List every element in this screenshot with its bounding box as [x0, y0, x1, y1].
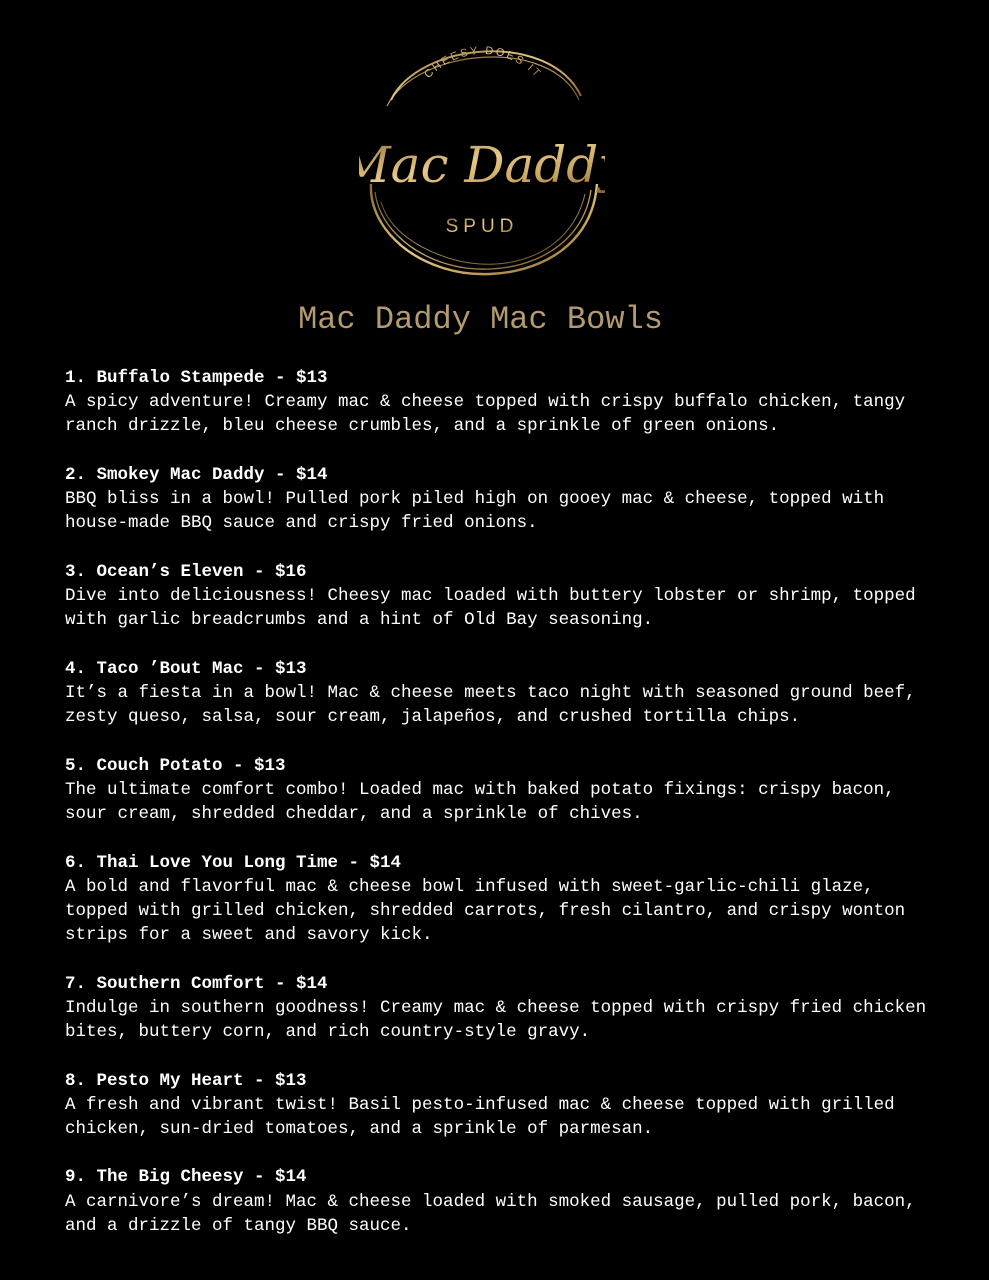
svg-text:CHEESY DOES IT [422, 45, 544, 81]
menu-item-heading: 6. Thai Love You Long Time - $14 [65, 852, 402, 873]
logo-sub-text: SPUD [445, 216, 519, 237]
menu-item-heading: 8. Pesto My Heart - $13 [65, 1070, 307, 1091]
menu-item [65, 851, 965, 948]
menu-item-heading: 9. The Big Cheesy - $14 [65, 1167, 307, 1188]
menu-item [65, 1069, 965, 1142]
menu-item-description: Dive into deliciousness! Cheesy mac loaded with buttery lobster or shrimp, topped [65, 586, 916, 607]
menu-item-description: A bold and flavorful mac & cheese bowl infused with sweet-garlic-chili glaze, [65, 876, 874, 897]
menu-item-description: and a drizzle of tangy BBQ sauce. [65, 1215, 412, 1236]
menu-item-description: It’s a fiesta in a bowl! Mac & cheese meets taco night with seasoned ground beef, [65, 682, 916, 703]
menu-item-heading: 1. Buffalo Stampede - $13 [65, 368, 328, 388]
menu-item-description: sour cream, shredded cheddar, and a sprinkle of chives. [65, 804, 643, 825]
menu-item [65, 560, 965, 633]
menu-item-heading: 4. Taco ’Bout Mac - $13 [65, 658, 307, 679]
menu-list [65, 366, 965, 1262]
menu-item-heading: 7. Southern Comfort - $14 [65, 973, 328, 994]
menu-item-description: Indulge in southern goodness! Creamy mac & cheese topped with crispy fried chicken [65, 997, 927, 1018]
menu-item [65, 657, 965, 730]
menu-item [65, 972, 965, 1045]
logo-script-text: ac Dadd [390, 136, 599, 194]
menu-item-description: BBQ bliss in a bowl! Pulled pork piled high on gooey mac & cheese, topped with [65, 489, 885, 510]
menu-item [65, 463, 965, 536]
logo-emblem-icon [359, 34, 605, 284]
menu-item-heading: 5. Couch Potato - $13 [65, 755, 286, 776]
menu-item-description: A spicy adventure! Creamy mac & cheese topped with crispy buffalo chicken, tangy [65, 392, 906, 413]
menu-item [65, 366, 965, 439]
page-title: Mac Daddy Mac Bowls [298, 301, 663, 338]
menu-item-description: with garlic breadcrumbs and a hint of Old Bay seasoning. [65, 610, 654, 631]
menu-item-description: The ultimate comfort combo! Loaded mac with baked potato fixings: crispy bacon, [65, 779, 895, 800]
menu-item [65, 754, 965, 827]
menu-item-description: chicken, sun-dried tomatoes, and a sprinkle of parmesan. [65, 1118, 654, 1139]
logo [359, 34, 605, 284]
menu-item-description: A fresh and vibrant twist! Basil pesto-infused mac & cheese topped with grilled [65, 1094, 895, 1115]
menu-item-description: strips for a sweet and savory kick. [65, 925, 433, 946]
menu-item-description: house-made BBQ sauce and crispy fried onions. [65, 513, 538, 534]
menu-item [65, 1165, 965, 1238]
menu-item-description: ranch drizzle, bleu cheese crumbles, and a sprinkle of green onions. [65, 416, 780, 437]
menu-item-description: zesty queso, salsa, sour cream, jalapeños, and crushed tortilla chips. [65, 707, 801, 728]
menu-item-heading: 2. Smokey Mac Daddy - $14 [65, 464, 328, 485]
menu-item-heading: 3. Ocean’s Eleven - $16 [65, 561, 307, 582]
logo-arc-text: CHEESY DOES IT [422, 44, 544, 81]
menu-item-description: topped with grilled chicken, shredded carrots, fresh cilantro, and crispy wonton [65, 900, 906, 921]
menu-item-description: A carnivore’s dream! Mac & cheese loaded with smoked sausage, pulled pork, bacon, [65, 1191, 916, 1212]
menu-item-description: bites, buttery corn, and rich country-style gravy. [65, 1022, 591, 1043]
